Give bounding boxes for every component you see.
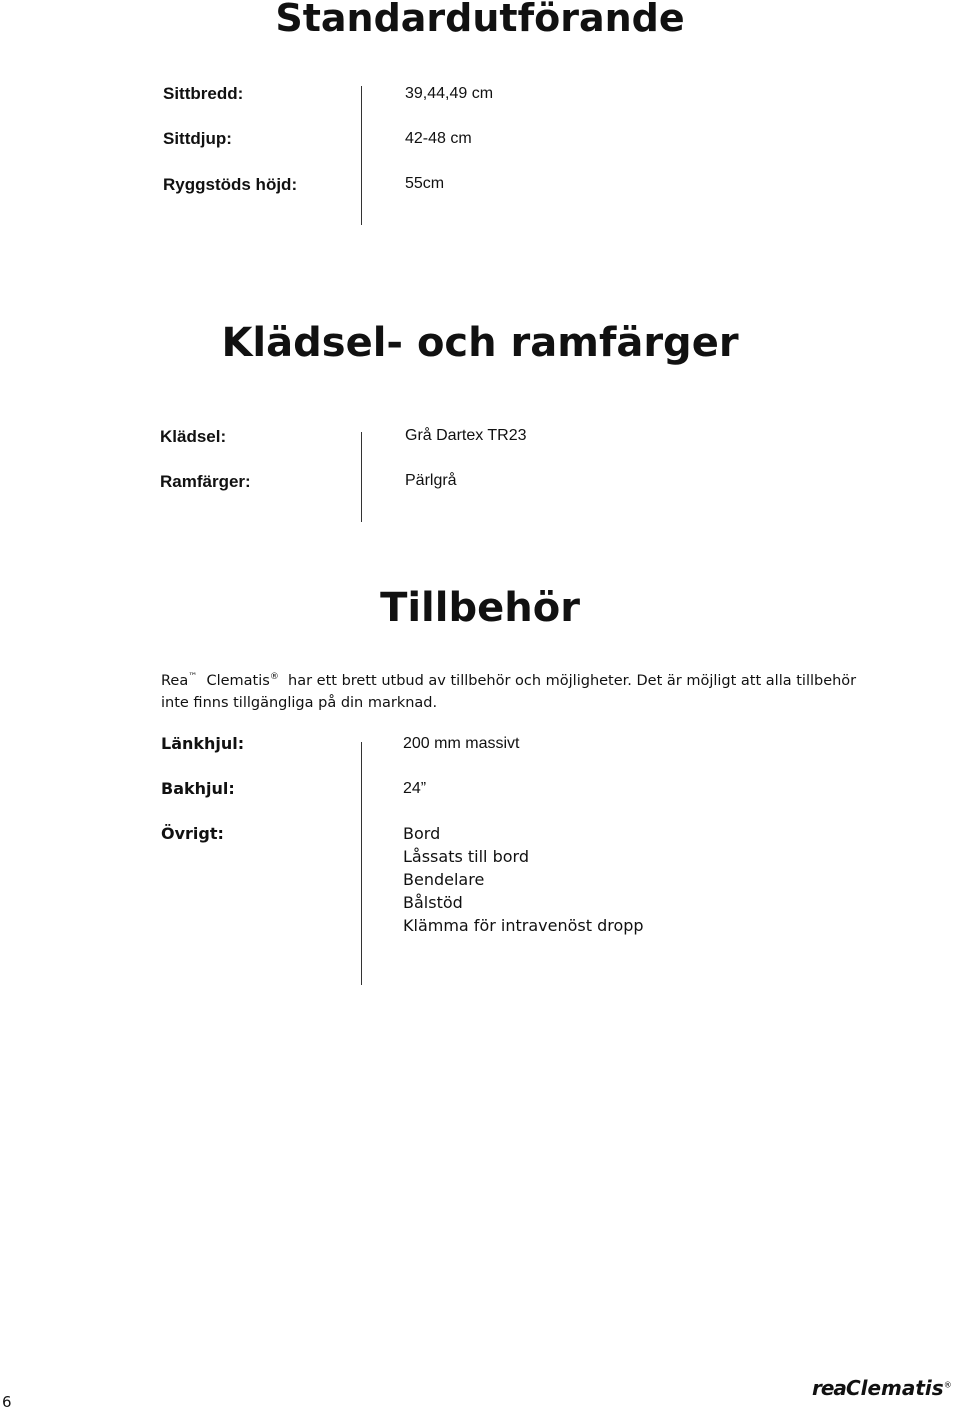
value-rear-wheel: 24” bbox=[403, 780, 427, 797]
value-frame-colors: Pärlgrå bbox=[405, 472, 457, 489]
list-item: Bendelare bbox=[403, 870, 485, 889]
page-number: 6 bbox=[2, 1393, 12, 1411]
label-frame-colors: Ramfärger: bbox=[160, 472, 251, 491]
label-seat-width: Sittbredd: bbox=[163, 84, 244, 103]
trademark-symbol: ™ bbox=[188, 672, 198, 682]
divider-accessories bbox=[361, 742, 362, 985]
rea-clematis-logo bbox=[812, 1376, 952, 1400]
section-title-standard: Standardutförande bbox=[275, 0, 685, 40]
intro-line-1-text: har ett brett utbud av tillbehör och möjligheter. Det är möjligt att alla tillbehör bbox=[288, 672, 857, 689]
registered-symbol: ® bbox=[269, 672, 279, 682]
value-seat-width: 39,44,49 cm bbox=[405, 85, 494, 102]
label-back-height: Ryggstöds höjd: bbox=[163, 175, 298, 194]
logo-clematis-text: Clematis bbox=[845, 1376, 944, 1400]
value-upholstery: Grå Dartex TR23 bbox=[405, 427, 527, 444]
brand-clematis: Clematis bbox=[206, 672, 270, 689]
list-item: Bålstöd bbox=[403, 893, 463, 912]
list-item: Bord bbox=[403, 824, 441, 843]
label-caster-wheel: Länkhjul: bbox=[161, 734, 245, 753]
logo-registered-symbol: ® bbox=[943, 1380, 952, 1390]
label-upholstery: Klädsel: bbox=[160, 427, 227, 446]
label-other: Övrigt: bbox=[161, 824, 224, 843]
list-item: Klämma för intravenöst dropp bbox=[403, 916, 644, 935]
label-rear-wheel: Bakhjul: bbox=[161, 779, 235, 798]
divider-standard bbox=[361, 86, 362, 225]
label-seat-depth: Sittdjup: bbox=[163, 129, 232, 148]
list-item: Låssats till bord bbox=[403, 847, 529, 866]
value-back-height: 55cm bbox=[405, 175, 445, 192]
logo-rea-text: rea bbox=[812, 1376, 846, 1400]
value-caster-wheel: 200 mm massivt bbox=[403, 735, 520, 752]
intro-line-1 bbox=[161, 666, 931, 692]
section-title-accessories: Tillbehör bbox=[380, 585, 580, 631]
intro-line-2: inte finns tillgängliga på din marknad. bbox=[161, 694, 438, 711]
brand-rea: Rea bbox=[161, 672, 189, 689]
section-title-colors: Klädsel- och ramfärger bbox=[221, 320, 739, 366]
accessories-intro bbox=[161, 666, 931, 714]
value-seat-depth: 42-48 cm bbox=[405, 130, 472, 147]
other-items-list bbox=[403, 822, 644, 937]
divider-colors bbox=[361, 432, 362, 522]
